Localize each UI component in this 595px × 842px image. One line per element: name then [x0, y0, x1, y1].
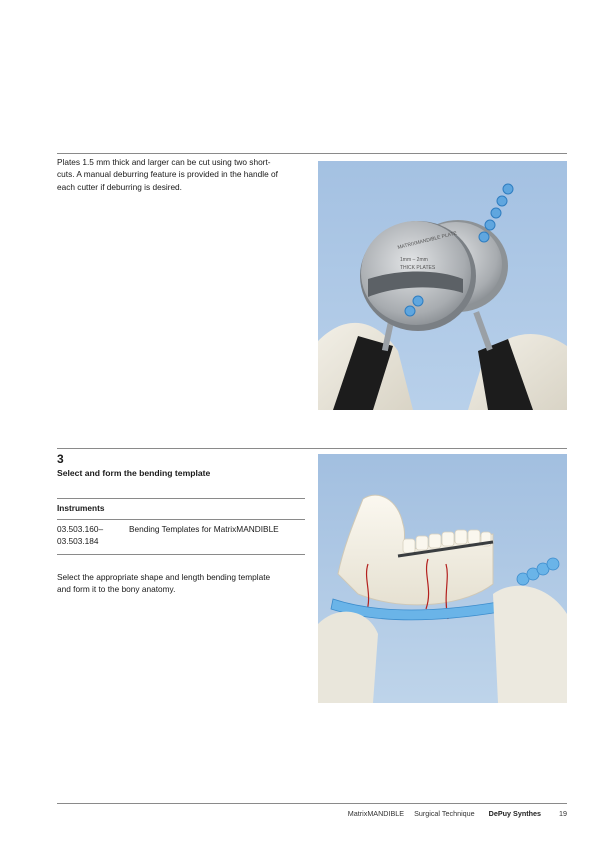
footer-brand: DePuy Synthes	[488, 809, 541, 818]
text-line: Select the appropriate shape and length bending template	[57, 572, 271, 582]
text-line: Plates 1.5 mm thick and larger can be cut using two short-	[57, 157, 271, 167]
svg-text:MATRIXMANDIBLE PLATE: MATRIXMANDIBLE PLATE	[397, 230, 458, 251]
page-number: 19	[559, 809, 567, 818]
mandible-model-photo	[318, 454, 567, 703]
footer-rule	[57, 803, 567, 804]
instruments-top-rule	[57, 498, 305, 499]
plate-cutter-photo	[318, 161, 567, 410]
svg-text:THICK PLATES: THICK PLATES	[400, 265, 436, 271]
text-line: and form it to the bony anatomy.	[57, 584, 176, 595]
step-number: 3	[57, 452, 64, 466]
instruments-heading: Instruments	[57, 503, 105, 513]
svg-text:1mm – 2mm: 1mm – 2mm	[400, 257, 428, 263]
step-instructions-text	[57, 571, 307, 596]
instrument-code-line: 03.503.184	[57, 536, 99, 547]
footer-document: Surgical Technique	[414, 809, 475, 818]
section-top-rule	[57, 153, 567, 154]
instruments-header-rule	[57, 519, 305, 520]
instrument-code	[57, 523, 127, 548]
step-title: Select and form the bending template	[57, 468, 211, 478]
footer-product: MatrixMANDIBLE	[347, 809, 405, 818]
text-line: each cutter if deburring is desired.	[57, 181, 182, 192]
section-step-rule	[57, 448, 567, 449]
instrument-description: Bending Templates for MatrixMANDIBLE	[129, 524, 279, 534]
cutting-instructions-text	[57, 156, 307, 193]
footer	[348, 809, 567, 818]
instrument-code-line: 03.503.160–	[57, 524, 104, 534]
text-line: cuts. A manual deburring feature is provided in the handle of	[57, 169, 278, 180]
instruments-bottom-rule	[57, 554, 305, 555]
